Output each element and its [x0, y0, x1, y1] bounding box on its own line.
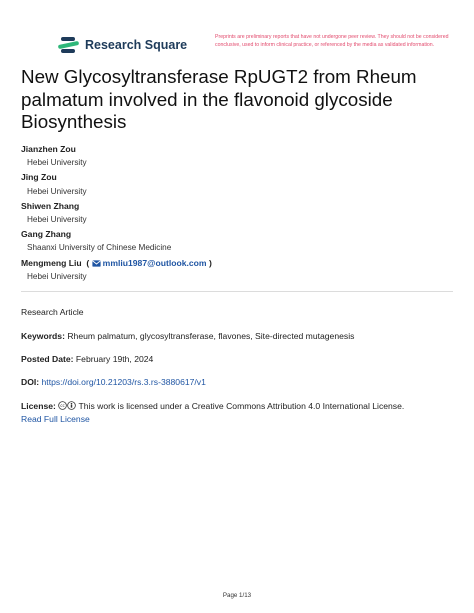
doi-line: [21, 376, 206, 388]
read-license-line: [21, 413, 90, 425]
author-email: mmliu1987@outlook.com: [102, 257, 207, 268]
author-email-link[interactable]: [92, 258, 207, 268]
author-entry: [21, 227, 461, 255]
author-list: [21, 142, 461, 284]
keywords-value: Rheum palmatum, glycosyltransferase, flavones, Site-directed mutagenesis: [67, 331, 355, 341]
logo-text: Research Square: [85, 38, 188, 52]
page-number: Page 1/13: [222, 592, 252, 599]
posted-date-line: [21, 353, 153, 365]
open-paren: (: [84, 257, 92, 268]
author-entry: [21, 142, 461, 170]
posted-date-value: February 19th, 2024: [75, 354, 154, 364]
corresponding-author-line: [21, 256, 461, 270]
author-affiliation: Hebei University: [27, 158, 87, 168]
envelope-icon: [92, 260, 101, 267]
author-name: Jianzhen Zou: [21, 144, 76, 154]
doi-label: DOI:: [21, 377, 40, 387]
article-type: Research Article: [21, 307, 84, 317]
cc-icon: [58, 401, 67, 410]
research-square-logo[interactable]: [58, 36, 187, 54]
svg-text:cc: cc: [60, 403, 65, 409]
read-full-license-link[interactable]: Read Full License: [21, 414, 90, 424]
author-name: Shiwen Zhang: [21, 200, 80, 211]
paper-title: New Glycosyltransferase RpUGT2 from Rheum palmatum involved in the flavonoid glycoside Biosynthesis: [21, 66, 417, 132]
author-name: Gang Zhang: [21, 229, 72, 240]
author-name: Mengmeng Liu: [21, 257, 82, 268]
author-affiliation: Hebei University: [27, 186, 87, 196]
posted-date-label: Posted Date:: [21, 354, 74, 364]
author-affiliation: Hebei University: [27, 215, 87, 225]
research-square-logo-icon: [58, 36, 80, 54]
author-affiliation: Hebei University: [27, 271, 87, 281]
author-entry: [21, 256, 461, 284]
license-label: License:: [21, 401, 56, 411]
author-entry: [21, 199, 461, 227]
keywords-label: Keywords:: [21, 331, 65, 341]
author-affiliation: Shaanxi University of Chinese Medicine: [27, 243, 172, 253]
by-icon: [67, 401, 76, 410]
keywords-line: [21, 330, 354, 342]
author-name: Jing Zou: [21, 172, 57, 183]
license-text: This work is licensed under a Creative Commons Attribution 4.0 International License.: [78, 401, 405, 411]
doi-link[interactable]: https://doi.org/10.21203/rs.3.rs-3880617/v1: [41, 377, 206, 387]
close-paren: ): [206, 257, 212, 268]
license-line: [21, 400, 404, 412]
header: [58, 36, 458, 60]
section-divider: [21, 291, 453, 292]
preprint-disclaimer: Preprints are preliminary reports that have not undergone peer review. They should not be considered conclusive, used to inform clinical practice, or referenced by the media as validated information.: [215, 34, 449, 48]
author-entry: [21, 170, 461, 198]
